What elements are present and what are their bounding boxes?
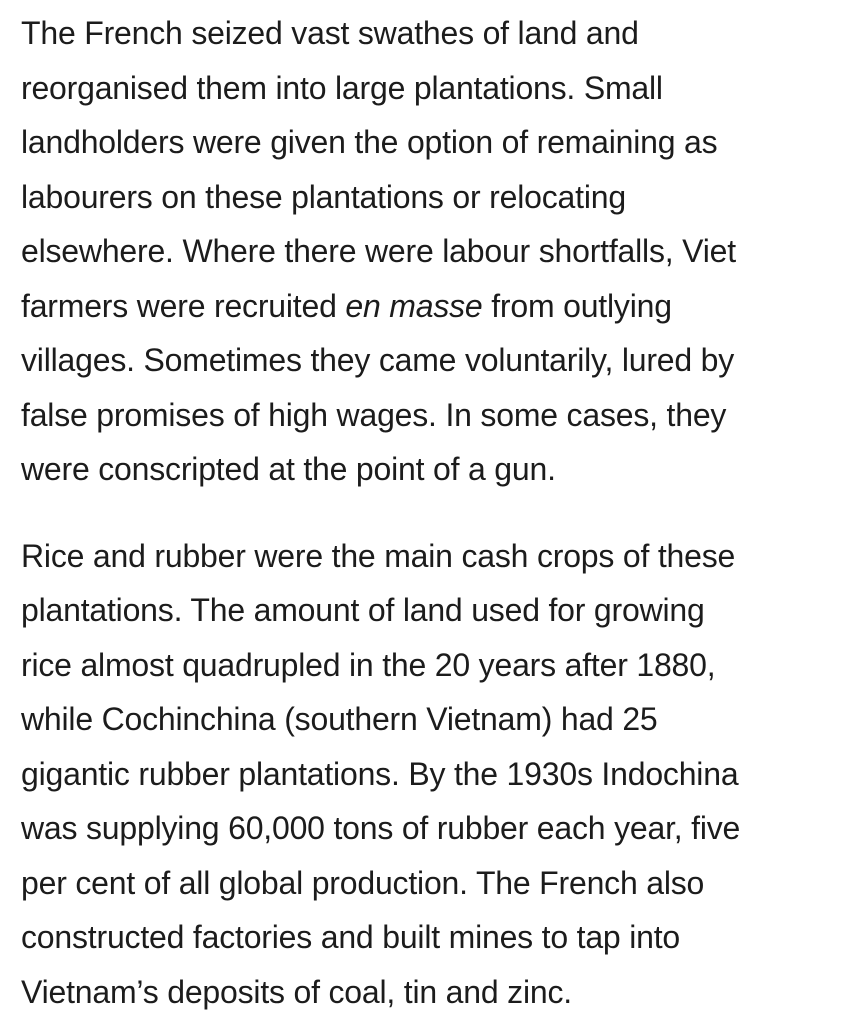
text-line: gigantic rubber plantations. By the 1930s Indochina bbox=[21, 755, 739, 792]
text-segment: from outlying bbox=[482, 287, 672, 324]
paragraph-cash-crops bbox=[21, 529, 846, 1020]
text-line: plantations. The amount of land used for growing bbox=[21, 592, 705, 628]
text-line: The French seized vast swathes of land and bbox=[21, 15, 639, 51]
text-line: elsewhere. Where there were labour shortfalls, Viet bbox=[21, 233, 736, 269]
text-line: was supplying 60,000 tons of rubber each year, five bbox=[21, 810, 741, 846]
article-body bbox=[21, 6, 846, 1019]
text-segment: farmers were recruited bbox=[21, 287, 346, 324]
paragraph-plantations bbox=[21, 6, 846, 497]
text-line: constructed factories and built mines to tap into bbox=[21, 919, 681, 955]
text-line bbox=[21, 279, 846, 334]
text-line: villages. Sometimes they came voluntarily, lured by bbox=[21, 342, 735, 378]
text-line: were conscripted at the point of a gun. bbox=[21, 451, 556, 487]
text-line: Vietnam’s deposits of coal, tin and zinc. bbox=[21, 973, 572, 1010]
text-line: false promises of high wages. In some cases, they bbox=[21, 396, 727, 433]
text-line: per cent of all global production. The French also bbox=[21, 864, 705, 901]
text-line: rice almost quadrupled in the 20 years after 1880, bbox=[21, 646, 716, 683]
text-line: landholders were given the option of remaining as bbox=[21, 124, 718, 160]
italic-phrase: en masse bbox=[345, 287, 483, 324]
text-line: reorganised them into large plantations. Small bbox=[21, 69, 663, 106]
text-line: Rice and rubber were the main cash crops of these bbox=[21, 537, 736, 574]
text-line: while Cochinchina (southern Vietnam) had 25 bbox=[21, 701, 658, 737]
text-line: labourers on these plantations or relocating bbox=[21, 178, 626, 215]
